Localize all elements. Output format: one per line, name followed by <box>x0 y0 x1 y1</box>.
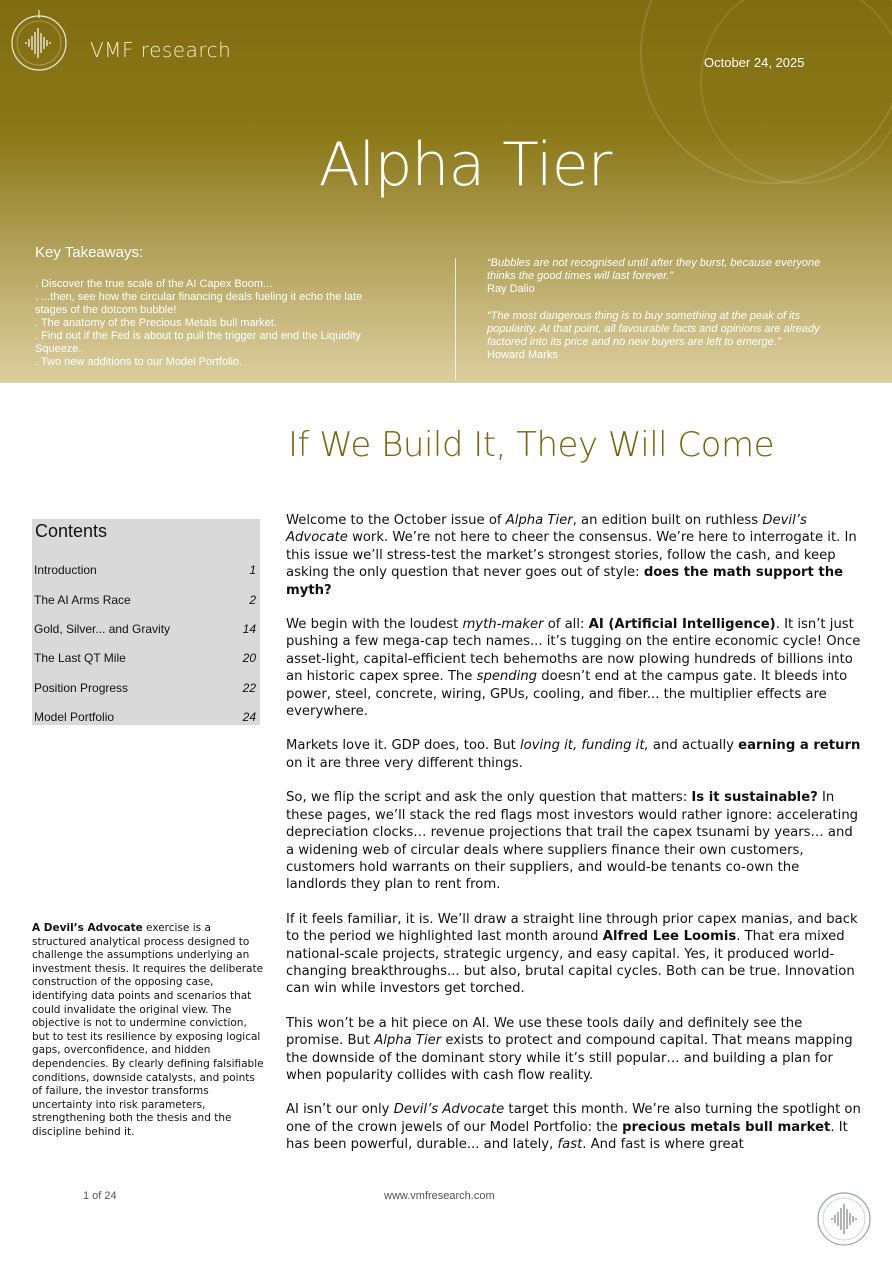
note-text: exercise is a structured analytical process designed to challenge the assumptions underlying an investment thesis. It requires the deliberate construction of the opposing case, identifying data points and scenarios that could invalidate the original view. The objective is not to undermine conviction, but to test its resilience by exposing logical gaps, overconfidence, and hidden dependencies. By clearly defining falsifiable conditions, downside catalysts, and points of failure, the investor transforms uncertainty into risk parameters, strengthening both the thesis and the discipline behind it. <box>32 922 264 1138</box>
quote-author: Ray Dalio <box>487 283 535 295</box>
issue-date: October 24, 2025 <box>704 55 805 70</box>
body-paragraph: If it feels familiar, it is. We’ll draw a straight line through prior capex manias, and back to the period we highlighted last month around Alfred Lee Loomis. That era mixed national-scale projects, strategic urgency, and easy capital. Yes, it produced world-changing breakthroughs... but also, brutal capital cycles. Both can be true. Innovation can win while investors get torched. <box>286 911 858 997</box>
body-paragraph: So, we flip the script and ask the only question that matters: Is it sustainable? In these pages, we’ll stack the red flags most investors would rather ignore: accelerating depreciation clocks… revenue projections that trail the capex tsunami by years… and a widening web of circular deals where suppliers finance their own customers, customers hold warrants on their suppliers, and would-be tenants co-own the landlords they plan to rent from. <box>286 790 859 893</box>
toc-page: 20 <box>242 651 256 665</box>
toc-label: Gold, Silver... and Gravity <box>34 622 171 636</box>
takeaway-item: . ...then, see how the circular financing deals fueling it echo the late stages of the dotcom bubble! <box>35 291 363 316</box>
contents-box <box>32 519 260 725</box>
toc-item[interactable] <box>34 710 256 728</box>
quote-text: “The most dangerous thing is to buy something at the peak of its popularity. At that point, all favourable facts and opinions are already factored into its price and no new buyers are left to emerge.” <box>487 310 820 348</box>
website-link[interactable]: www.vmfresearch.com <box>384 1190 495 1202</box>
article-body <box>286 512 861 1171</box>
toc-page: 1 <box>249 563 256 577</box>
toc-label: The Last QT Mile <box>34 651 126 665</box>
takeaway-item: . The anatomy of the Precious Metals bull market. <box>35 317 277 329</box>
toc-label: Model Portfolio <box>34 710 115 724</box>
toc-label: Introduction <box>34 563 97 577</box>
key-takeaways-title: Key Takeaways: <box>35 244 144 261</box>
quote-author: Howard Marks <box>487 349 558 361</box>
toc-item[interactable] <box>34 651 256 669</box>
toc-item[interactable] <box>34 622 256 640</box>
takeaway-item: . Find out if the Fed is about to pull the trigger and end the Liquidity Squeeze. <box>35 330 361 355</box>
body-paragraph: This won’t be a hit piece on AI. We use these tools daily and definitely see the promise. But Alpha Tier exists to protect and compound capital. That means mapping the downside of the dominant story while it’s still popular… and building a plan for when popularity collides with cash flow reality. <box>286 1015 853 1083</box>
devils-advocate-note <box>32 922 264 1140</box>
toc-item[interactable] <box>34 563 256 581</box>
toc-label: Position Progress <box>34 681 129 695</box>
takeaway-item: . Two new additions to our Model Portfolio. <box>35 356 243 368</box>
body-paragraph: Markets love it. GDP does, too. But loving it, funding it, and actually earning a return on it are three very different things. <box>286 738 861 771</box>
takeaway-item: . Discover the true scale of the AI Capex Boom... <box>35 278 273 290</box>
contents-title: Contents <box>35 521 108 541</box>
quote-block <box>487 310 827 362</box>
vmf-logo-icon <box>8 6 70 76</box>
toc-page: 24 <box>242 710 256 724</box>
key-takeaways-list <box>35 278 380 369</box>
vmf-logo-icon <box>815 1190 873 1248</box>
body-paragraph: Welcome to the October issue of Alpha Tier, an edition built on ruthless Devil’s Advocate work. We’re not here to cheer the consensus. We’re here to interrogate it. In this issue we’ll stress-test the market’s strongest stories, follow the cash, and keep asking the only question that never goes out of style: does the math support the myth? <box>286 513 857 598</box>
toc-item[interactable] <box>34 593 256 611</box>
header-divider <box>455 258 456 380</box>
quote-text: “Bubbles are not recognised until after they burst, because everyone thinks the good times will last forever.” <box>487 257 821 282</box>
toc-page: 22 <box>242 681 256 695</box>
quote-block <box>487 257 827 296</box>
toc-page: 2 <box>249 593 256 607</box>
page-number: 1 of 24 <box>83 1190 117 1202</box>
article-title: If We Build It, They Will Come <box>288 425 774 465</box>
note-lead: A Devil’s Advocate <box>32 922 143 934</box>
header-banner <box>0 0 892 383</box>
toc-label: The AI Arms Race <box>34 593 131 607</box>
brand-name: VMF research <box>90 38 232 62</box>
publication-title: Alpha Tier <box>318 130 612 200</box>
body-paragraph: We begin with the loudest myth-maker of all: AI (Artificial Intelligence). It isn’t just pushing a few mega-cap tech names... it’s tugging on the entire economic cycle! Once asset-light, capital-efficient tech behemoths are now plowing hundreds of billions into an historic capex spree. The spending doesn’t end at the campus gate. It bleeds into power, steel, concrete, wiring, GPUs, cooling, and fiber... the multiplier effects are everywhere. <box>286 617 861 720</box>
body-paragraph: AI isn’t our only Devil’s Advocate target this month. We’re also turning the spotlight on one of the crown jewels of our Model Portfolio: the precious metals bull market. It has been powerful, durable... and lately, fast. And fast is where great <box>286 1102 861 1153</box>
toc-item[interactable] <box>34 681 256 699</box>
toc-page: 14 <box>242 622 256 636</box>
